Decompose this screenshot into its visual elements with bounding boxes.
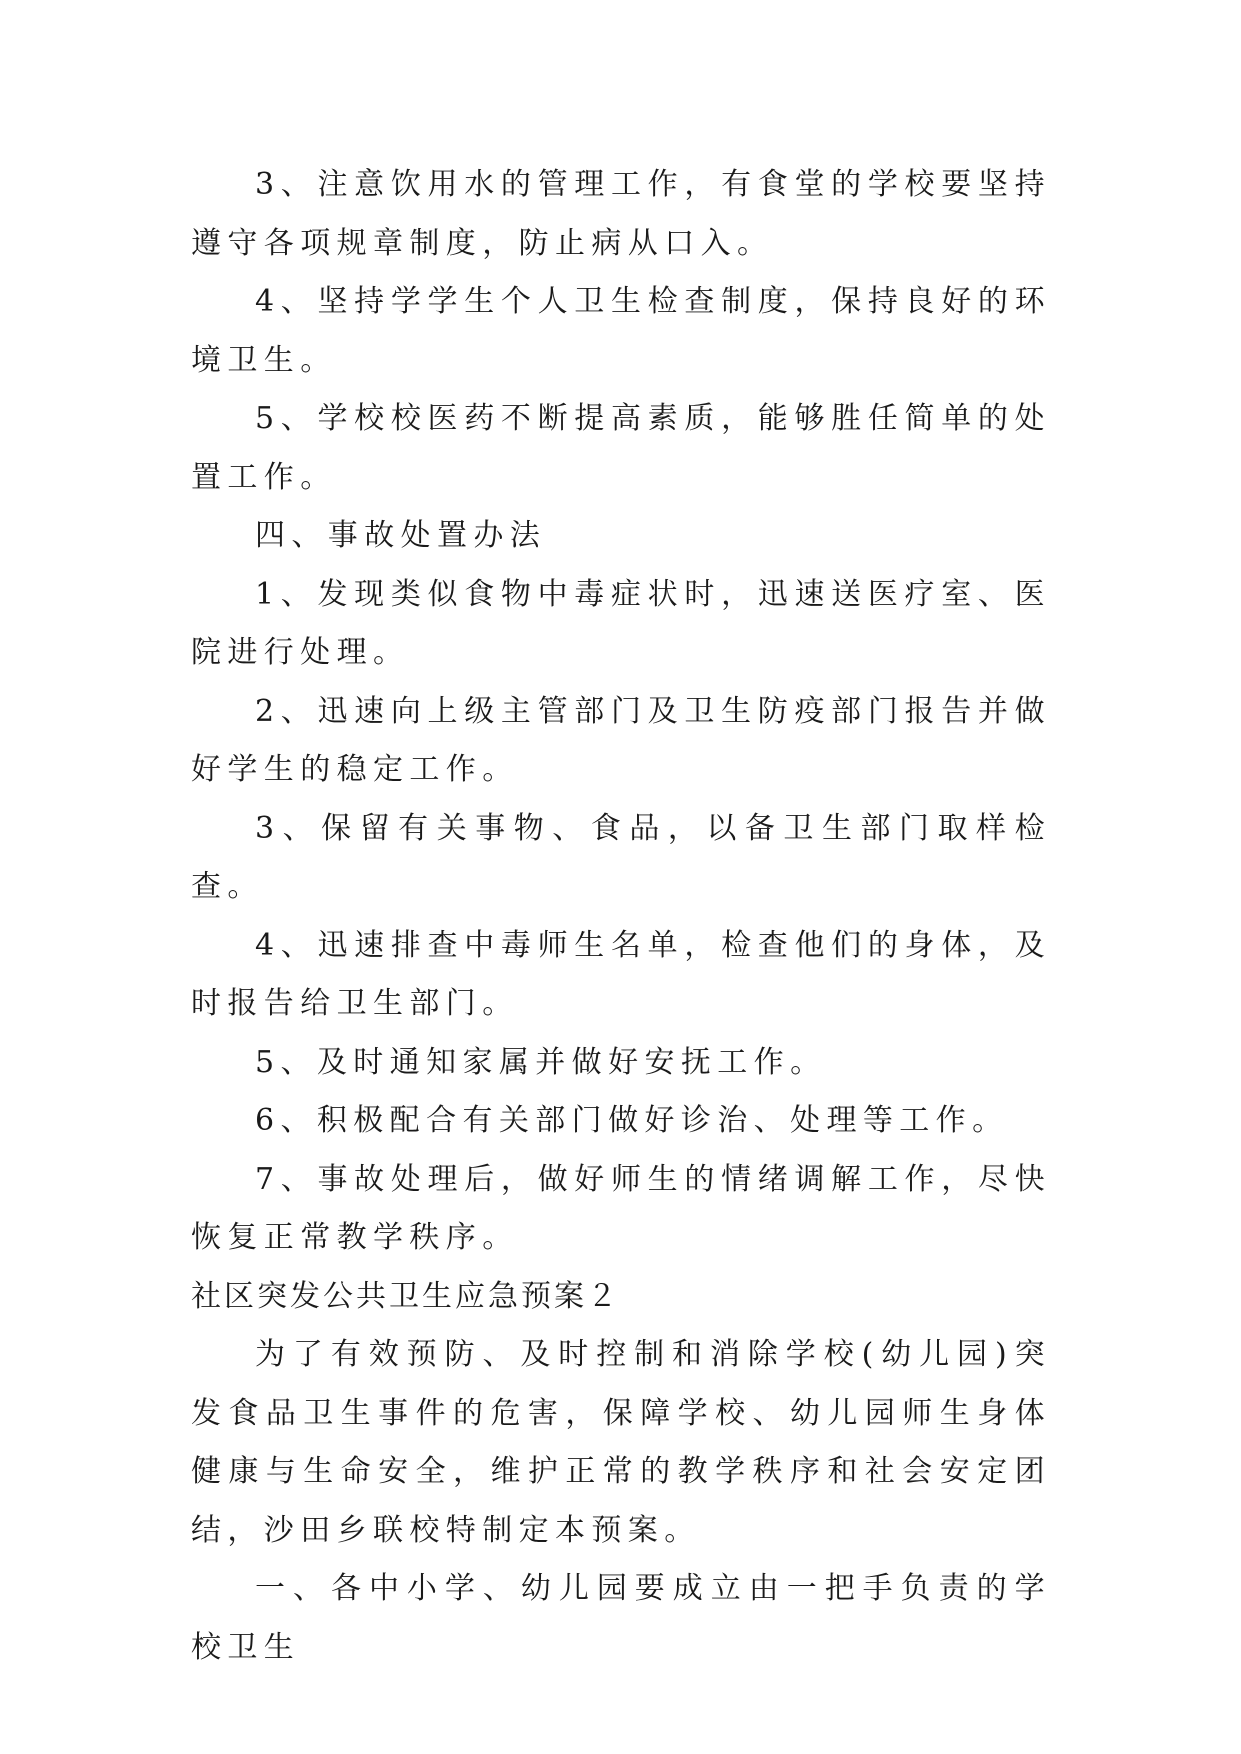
paragraph-plan-purpose: 为了有效预防、及时控制和消除学校(幼儿园)突发食品卫生事件的危害，保障学校、幼儿园师生身体健康与生命安全，维护正常的教学秩序和社会安定团结，沙田乡联校特制定本预案。 [191, 1337, 1051, 1548]
paragraph-keep-samples: 3、保留有关事物、食品，以备卫生部门取样检查。 [191, 810, 1051, 904]
paragraph-cooperate-treatment: 6、积极配合有关部门做好诊治、处理等工作。 [255, 1103, 1009, 1138]
paragraph-school-doctor: 5、学校校医药不断提高素质，能够胜任简单的处置工作。 [191, 401, 1051, 495]
paragraph-establish-team: 一、各中小学、幼儿园要成立由一把手负责的学校卫生 [191, 1571, 1051, 1665]
paragraph-hygiene-check: 4、坚持学学生个人卫生检查制度，保持良好的环境卫生。 [191, 284, 1051, 378]
paragraph-report-authorities: 2、迅速向上级主管部门及卫生防疫部门报告并做好学生的稳定工作。 [191, 693, 1051, 787]
document-title: 社区突发公共卫生应急预案２ [191, 1278, 620, 1314]
paragraph-screen-poisoned: 4、迅速排查中毒师生名单，检查他们的身体，及时报告给卫生部门。 [191, 927, 1051, 1021]
section-heading-accident-handling: 四、事故处置办法 [255, 518, 547, 553]
document-body [191, 156, 1051, 1677]
paragraph-send-to-clinic: 1、发现类似食物中毒症状时，迅速送医疗室、医院进行处理。 [191, 576, 1051, 670]
paragraph-restore-order: 7、事故处理后，做好师生的情绪调解工作，尽快恢复正常教学秩序。 [191, 1161, 1051, 1255]
paragraph-drinking-water: 3、注意饮用水的管理工作，有食堂的学校要坚持遵守各项规章制度，防止病从口入。 [191, 167, 1051, 261]
paragraph-notify-families: 5、及时通知家属并做好安抚工作。 [255, 1044, 827, 1080]
